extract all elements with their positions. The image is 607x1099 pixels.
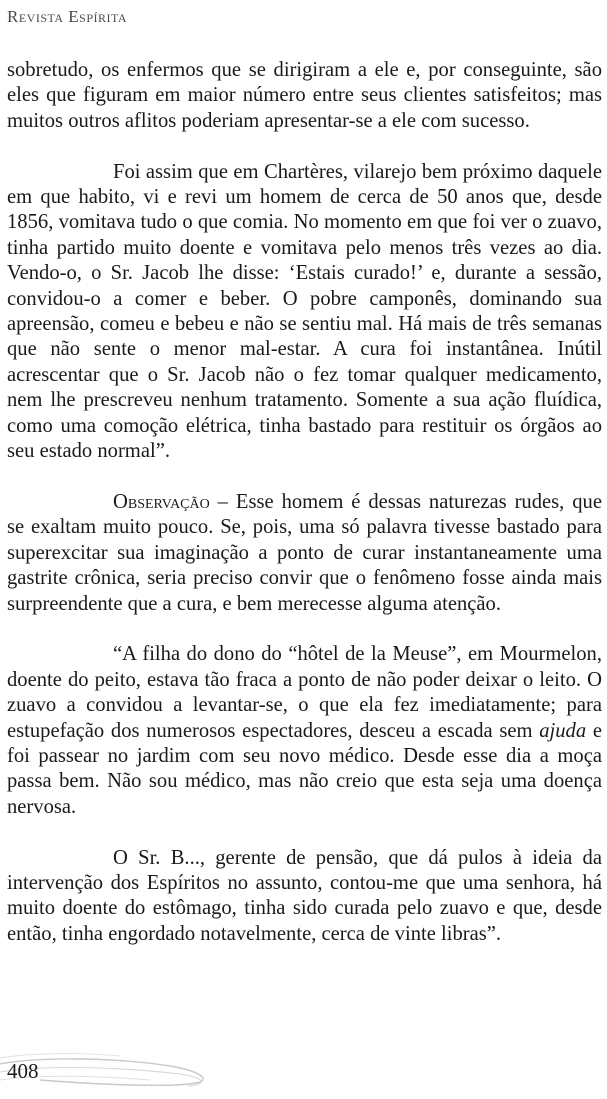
paragraph-sr-b: O Sr. B..., gerente de pensão, que dá pulos à ideia da intervenção dos Espíritos no assunto, contou-me que uma senhora, há muito doente do estômago, tinha sido curada pelo zuavo e que, desde então, tinha engordado notavelmente, cerca de vinte libras”.	[7, 846, 602, 945]
paragraph-observacao	[7, 490, 602, 617]
running-header: Revista Espírita	[7, 7, 128, 26]
hotel-meuse-text-after: e foi passear no jardim com seu novo médico. Desde esse dia a moça passa bem. Não sou médico, mas não creio que esta seja uma doença nervosa.	[7, 719, 603, 818]
hotel-meuse-text-before: “A filha do dono do “hôtel de la Meuse”, em Mourmelon, doente do peito, estava tão fraca a ponto de não poder deixar o leito. O zuavo a convidou a levantar-se, o que ela fez imediatamente; para estupefação dos numerosos espectadores, desceu a escada sem	[7, 643, 602, 742]
paragraph-hotel-meuse	[7, 642, 602, 820]
paragraph-charteres: Foi assim que em Chartères, vilarejo bem próximo daquele em que habito, vi e revi um homem de cerca de 50 anos que, desde 1856, vomitava tudo o que comia. No momento em que foi ver o zuavo, tinha partido muito doente e vomitava pelo menos três vezes ao dia. Vendo-o, o Sr. Jacob lhe disse: ‘Estais curado!’ e, durante a sessão, convidou-o a comer e beber. O pobre camponês, dominando sua apreensão, comeu e bebeu e não se sentiu mal. Há mais de três semanas que não sente o menor mal-estar. A cura foi instantânea. Inútil acrescentar que o Sr. Jacob não o fez tomar qualquer medicamento, nem lhe prescreveu nenhum tratamento. Somente a sua ação fluídica, como uma comoção elétrica, tinha bastado para restituir os órgãos ao seu estado normal”.	[7, 160, 602, 463]
observacao-label: Observação	[113, 490, 210, 513]
observacao-text: – Esse homem é dessas naturezas rudes, que se exaltam muito pouco. Se, pois, uma só palavra tivesse bastado para superexcitar sua imaginação a ponto de curar instantaneamente uma gastrite crônica, seria preciso convir que o fenômeno fosse ainda mais surpreendente que a cura, e bem merecesse alguma atenção.	[7, 490, 602, 615]
paragraph-continuation: sobretudo, os enfermos que se dirigiram a ele e, por conseguinte, são eles que figuram em maior número entre seus clientes satisfeitos; mas muitos outros aflitos poderiam apresentar-se a ele com sucesso.	[7, 59, 602, 132]
emphasis-ajuda: ajuda	[539, 719, 587, 742]
page-number: 408	[7, 1059, 39, 1083]
body-text	[7, 58, 602, 947]
